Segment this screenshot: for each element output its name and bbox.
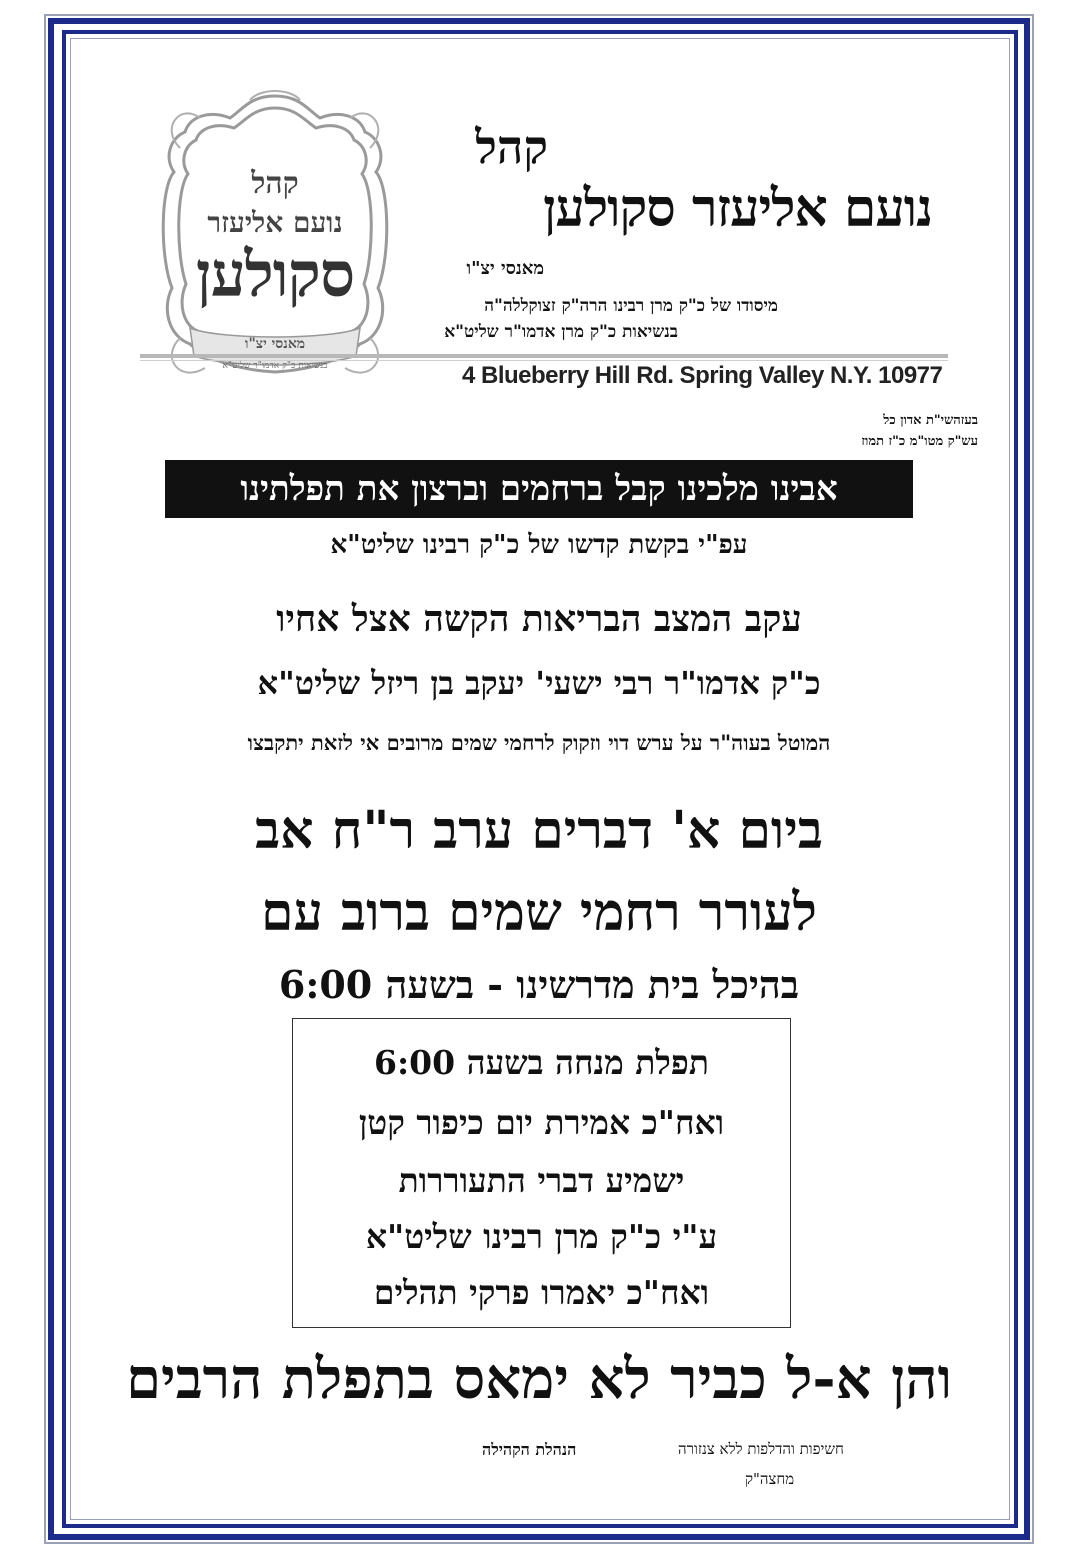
footer-management: הנהלת הקהילה [482, 1440, 577, 1459]
header-divider-thin [140, 360, 948, 361]
reason-line: עקב המצב הבריאות הקשה אצל אחיו [276, 598, 802, 640]
schedule-item: ואח"כ אמירת יום כיפור קטן [358, 1103, 725, 1142]
logo-noam-eliezer: נועם אליעזר [207, 206, 343, 239]
person-line: כ"ק אדמו"ר רבי ישעי' יעקב בן ריזל שליט"א [257, 664, 821, 702]
header-address: 4 Blueberry Hill Rd. Spring Valley N.Y. 10977 [462, 362, 943, 389]
situation-line: המוטל בעוה"ר על ערש דוי וזקוק לרחמי שמים מרובים אי לזאת יתקבצו [247, 730, 831, 755]
header-congregation-name: נועם אליעזר סקולען [543, 178, 932, 239]
schedule-item: ואח"כ יאמרו פרקי תהלים [373, 1273, 710, 1312]
logo-nesius: בנשיאות כ"ק אדמו"ר שליט"א [222, 361, 328, 371]
logo-monsey: מאנסי יצ"ו [244, 336, 306, 352]
footer-note-2: מחצה"ק [745, 1470, 795, 1488]
headline-banner: אבינו מלכינו קבל ברחמים וברצון את תפלתינו [165, 460, 913, 518]
date-line-1: בעזהשי"ת אדון כל [883, 413, 978, 428]
closing-line: והן א-ל כביר לא ימאס בתפלת הרבים [126, 1346, 952, 1412]
purpose-line: לעורר רחמי שמים ברוב עם [261, 882, 817, 943]
schedule-item: תפלת מנחה בשעה 6:00 [374, 1043, 709, 1082]
schedule-item: ע"י כ"ק מרן רבינו שליט"א [365, 1217, 718, 1256]
footer-note-1: חשיפות והדלפות ללא צנזורה [678, 1440, 844, 1458]
schedule-box [292, 1018, 791, 1328]
date-line-2: עש"ק מטו"מ כ"ז תמוז [861, 434, 978, 449]
header-location: מאנסי יצ"ו [466, 258, 544, 279]
logo-kahal: קהל [251, 166, 299, 201]
schedule-item: ישמיע דברי התעוררות [398, 1161, 685, 1200]
community-logo [150, 88, 400, 398]
logo-skulen: סקולען [195, 238, 355, 311]
day-line: ביום א' דברים ערב ר"ח אב [255, 800, 823, 861]
request-line: עפ"י בקשת קדשו של כ"ק רבינו שליט"א [330, 530, 748, 560]
header-founded: מיסודו של כ"ק מרן רבינו הרה"ק זצוקללה"ה [484, 296, 778, 316]
header-divider [140, 354, 948, 358]
place-line: בהיכל בית מדרשינו - בשעה 6:00 [278, 962, 800, 1007]
header-kahal: קהל [475, 120, 548, 174]
header-nesius: בנשיאות כ"ק מרן אדמו"ר שליט"א [444, 322, 678, 342]
